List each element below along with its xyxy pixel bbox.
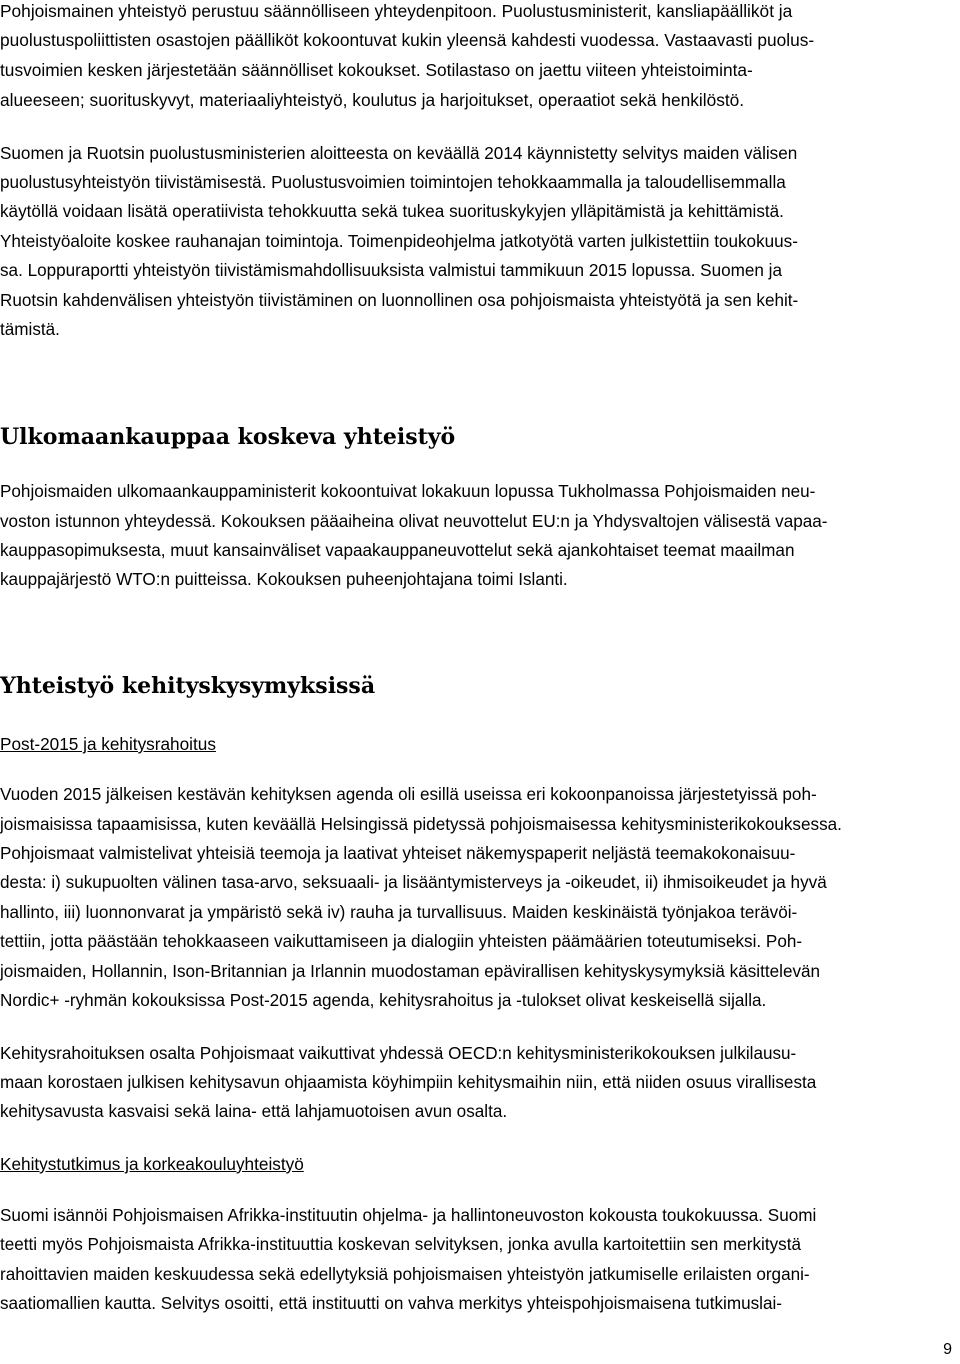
text-line: puolustuspoliittisten osastojen päälliköt kokoontuvat kukin yleensä kahdesti vuodessa. Vastaavasti puolus-: [0, 30, 815, 50]
text-line: tusvoimien kesken järjestetään säännölliset kokoukset. Sotilastaso on jaettu viiteen yhteistoiminta-: [0, 60, 753, 80]
text-line: voston istunnon yhteydessä. Kokouksen pääaiheina olivat neuvottelut EU:n ja Yhdysvaltojen välisestä vapaa-: [0, 511, 828, 531]
text-line: saatiomallien kautta. Selvitys osoitti, että instituutti on vahva merkitys yhteispohjoismaisena tutkimuslai-: [0, 1293, 782, 1313]
text-line: Vuoden 2015 jälkeisen kestävän kehityksen agenda oli esillä useissa eri kokoonpanoissa järjestetyissä poh-: [0, 784, 817, 804]
subheading-post2015: Post-2015 ja kehitysrahoitus: [0, 734, 216, 754]
section-heading-development: Yhteistyö kehityskysymyksissä: [0, 673, 376, 699]
text-line: teetti myös Pohjoismaista Afrikka-instituuttia koskevan selvityksen, jonka avulla kartoitettiin sen merkitystä: [0, 1234, 801, 1254]
section-heading-trade: Ulkomaankauppaa koskeva yhteistyö: [0, 424, 456, 450]
text-line: Pohjoismaiden ulkomaankauppaministerit kokoontuivat lokakuun lopussa Tukholmassa Pohjoismaiden neu-: [0, 481, 816, 501]
text-line: desta: i) sukupuolten välinen tasa-arvo, seksuaali- ja lisääntymisterveys ja -oikeudet, ii) ihmisoikeudet ja hyvä: [0, 872, 827, 892]
text-line: Kehitysrahoituksen osalta Pohjoismaat vaikuttivat yhdessä OECD:n kehitysministerikokouksen julkilausu-: [0, 1043, 797, 1063]
text-line: tämistä.: [0, 319, 60, 339]
subheading-research: Kehitystutkimus ja korkeakouluyhteistyö: [0, 1154, 304, 1174]
text-line: puolustusyhteistyön tiivistämisestä. Puolustusvoimien toimintojen tehokkaammalla ja taloudellisemmalla: [0, 172, 786, 192]
text-line: kehitysavusta kasvaisi sekä laina- että lahjamuotoisen avun osalta.: [0, 1101, 508, 1121]
text-line: joismaisissa tapaamisissa, kuten keväällä Helsingissä pidetyssä pohjoismaisessa kehitysministerikokouksessa.: [0, 814, 842, 834]
text-line: rahoittavien maiden keskuudessa sekä edellytyksiä pohjoismaisen yhteistyön jatkumiselle erilaisten organi-: [0, 1264, 810, 1284]
text-line: tettiin, jotta päästään tehokkaaseen vaikuttamiseen ja dialogiin yhteisten päämäärien toteutumiseksi. Poh-: [0, 931, 803, 951]
text-line: Ruotsin kahdenvälisen yhteistyön tiivistäminen on luonnollinen osa pohjoismaista yhteistyötä ja sen kehit-: [0, 290, 799, 310]
text-line: Pohjoismaat valmistelivat yhteisiä teemoja ja laativat yhteiset näkemyspaperit neljästä teemakokonaisuu-: [0, 843, 796, 863]
text-line: Suomen ja Ruotsin puolustusministerien aloitteesta on keväällä 2014 käynnistetty selvitys maiden välisen: [0, 143, 798, 163]
text-line: Nordic+ -ryhmän kokouksissa Post-2015 agenda, kehitysrahoitus ja -tulokset olivat keskeisellä sijalla.: [0, 990, 767, 1010]
text-line: sa. Loppuraportti yhteistyön tiivistämismahdollisuuksista valmistui tammikuun 2015 lopussa. Suomen ja: [0, 260, 783, 280]
page-number: 9: [943, 1341, 952, 1358]
text-line: kauppasopimuksesta, muut kansainväliset vapaakauppaneuvottelut sekä ajankohtaiset teemat maailman: [0, 540, 795, 560]
text-line: Yhteistyöaloite koskee rauhanajan toimintoja. Toimenpideohjelma jatkotyötä varten julkistettiin toukokuus-: [0, 231, 798, 251]
text-line: kauppajärjestö WTO:n puitteissa. Kokouksen puheenjohtajana toimi Islanti.: [0, 569, 568, 589]
text-line: käytöllä voidaan lisätä operatiivista tehokkuutta sekä tukea suorituskykyjen ylläpitämistä ja kehittämistä.: [0, 201, 784, 221]
text-line: joismaiden, Hollannin, Ison-Britannian ja Irlannin muodostaman epävirallisen kehityskysymyksiä käsittelevän: [0, 961, 821, 981]
text-line: alueeseen; suorituskyvyt, materiaaliyhteistyö, koulutus ja harjoitukset, operaatiot sekä henkilöstö.: [0, 90, 745, 110]
text-line: maan korostaen julkisen kehitysavun ohjaamista köyhimpiin kehitysmaihin niin, että niiden osuus virallisesta: [0, 1072, 817, 1092]
text-line: hallinto, iii) luonnonvarat ja ympäristö sekä iv) rauha ja turvallisuus. Maiden keskinäistä työnjakoa terävöi-: [0, 902, 798, 922]
text-line: Suomi isännöi Pohjoismaisen Afrikka-instituutin ohjelma- ja hallintoneuvoston kokousta toukokuussa. Suomi: [0, 1205, 817, 1225]
text-line: Pohjoismainen yhteistyö perustuu säännölliseen yhteydenpitoon. Puolustusministerit, kansliapäälliköt ja: [0, 1, 793, 21]
